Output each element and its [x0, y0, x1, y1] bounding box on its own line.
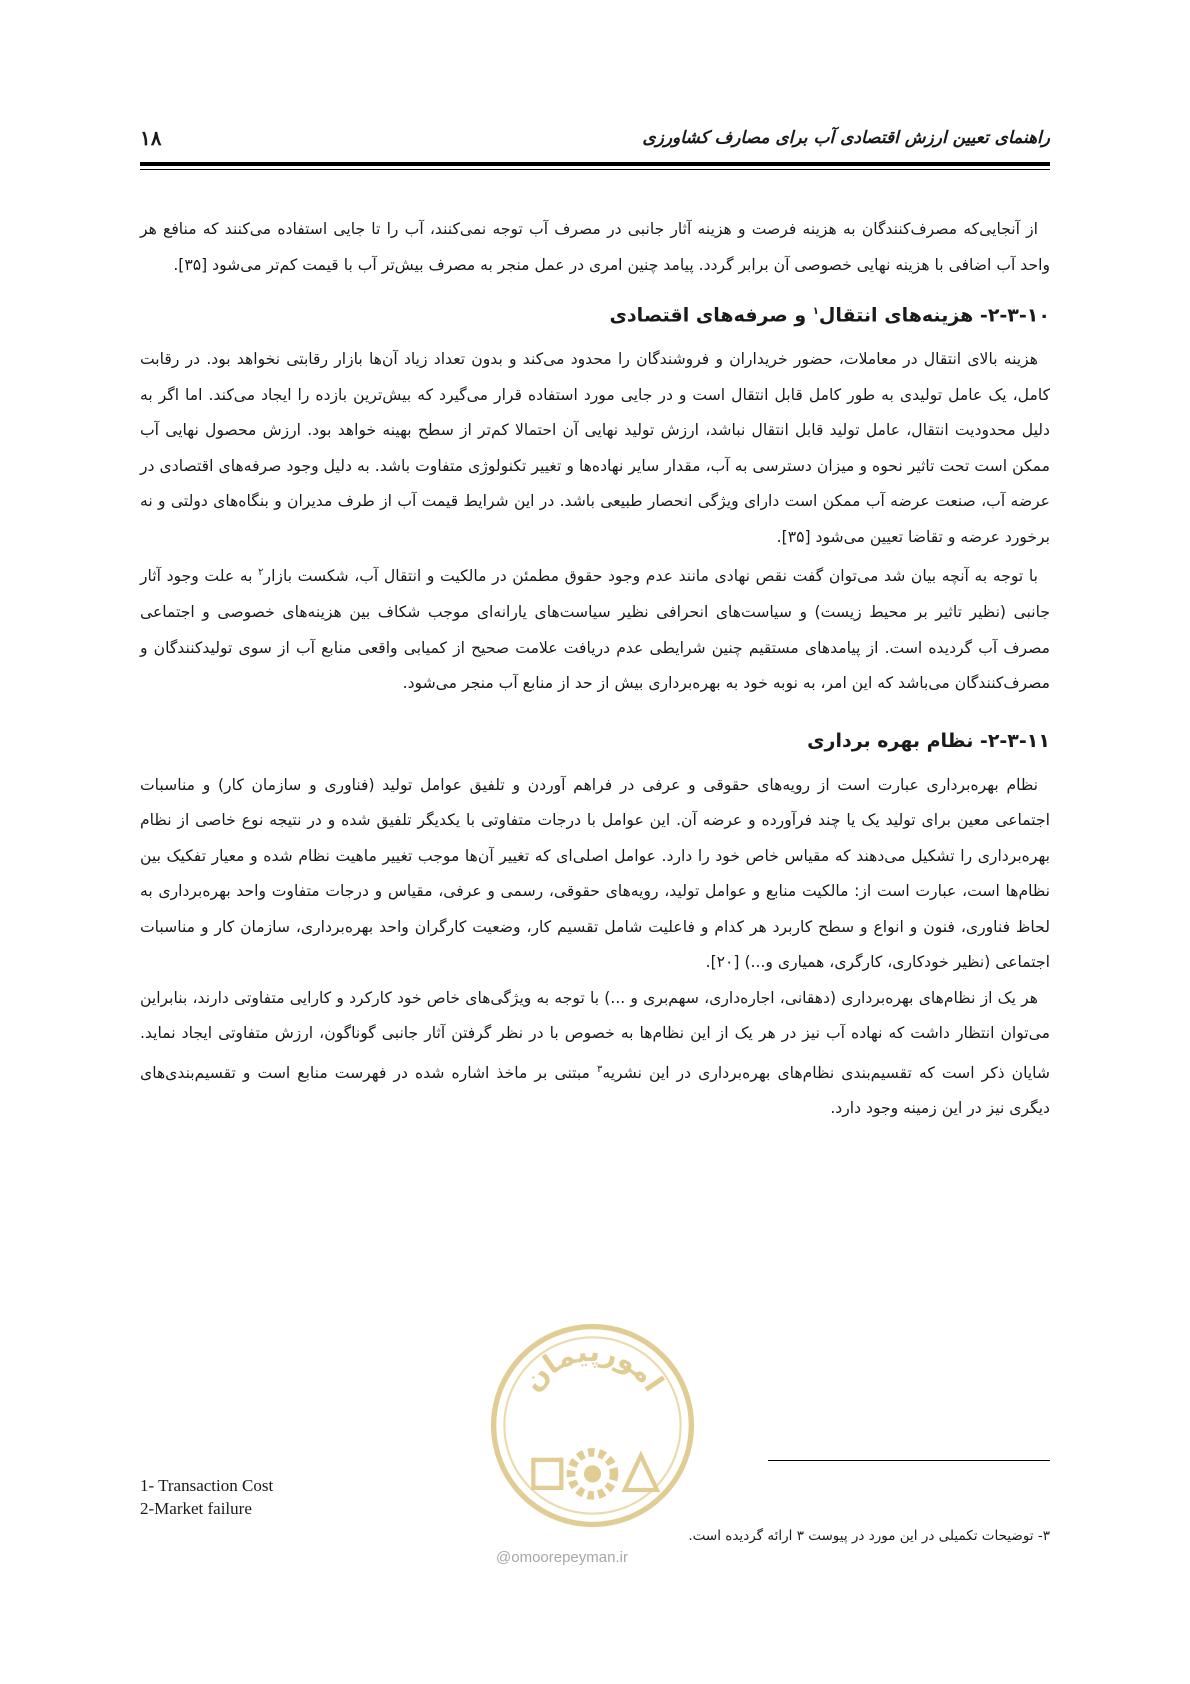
section-heading-text: ۲-۳-۱۰- هزینه‌های انتقال — [818, 304, 1050, 327]
paragraph — [140, 555, 1050, 701]
running-header — [140, 122, 1050, 158]
running-title: راهنمای تعیین ارزش اقتصادی آب برای مصارف کشاورزی — [642, 128, 1050, 148]
watermark-url-text: omoorepeyman.ir — [511, 1549, 628, 1566]
building-icon — [533, 1460, 561, 1488]
paragraph-part: مبتنی بر ماخذ اشاره شده در فهرست منابع است و تقسیم‌بندی‌های دیگری نیز در این زمینه وجود دارد. — [140, 1063, 1050, 1118]
section-heading-exploitation-system: ۲-۳-۱۱- نظام بهره برداری — [807, 729, 1050, 752]
footnote-divider — [768, 1460, 1050, 1461]
gear-icon — [571, 1452, 614, 1495]
footnote-2: 2-Market failure — [140, 1499, 252, 1518]
paragraph — [140, 981, 1050, 1127]
scale-icon — [625, 1456, 657, 1490]
paragraph: نظام بهره‌برداری عبارت است از رویه‌های حقوقی و عرفی در فراهم آوردن و تلفیق عوامل تولید (فناوری و سازمان کار) و مناسبات اجتماعی معین برای تولید یک یا چند فرآورده و عرضه آن. این عوامل با درجات متفاوتی با یکدیگر تلفیق شده و در نتیجه نوع خاصی از نظام بهره‌برداری را تشکیل می‌دهند که مقیاس خاص خود را دارد. عوامل اصلی‌ای که تغییر آن‌ها موجب تغییر ماهیت نظام شده و معیار تفکیک بین نظام‌ها است، عبارت است از: مالکیت منابع و عوامل تولید، رویه‌های حقوقی، رسمی و عرفی، مقیاس و درجات متفاوت واحد بهره‌برداری به لحاظ فناوری، فنون و انواع و سطح کاربرد هر کدام و فاعلیت شامل تقسیم کار، وضعیت کارگران واحد بهره‌برداری، سازمان کار و مناسبات اجتماعی (نظیر خودکاری، کارگری، همیاری و...) [۲۰]. — [140, 775, 1050, 972]
at-icon: @ — [496, 1549, 512, 1566]
watermark-logo-text: امورپیمان — [515, 1334, 671, 1398]
header-rule-thin — [140, 169, 1050, 170]
paragraph-part: با توجه به آنچه بیان شد می‌توان گفت نقص نهادی مانند عدم وجود حقوق مطمئن در مالکیت و انتقال آب، شکست بازار — [263, 567, 1038, 586]
watermark-url — [496, 1549, 628, 1566]
header-rule-thick — [140, 162, 1050, 166]
page-number: ۱۸ — [140, 126, 162, 150]
intro-paragraph: از آنجایی‌که مصرف‌کنندگان به هزینه فرصت و هزینه آثار جانبی در مصرف آب توجه نمی‌کنند، آب را تا جایی استفاده می‌کنند که منافع هر واحد آب اضافی با هزینه نهایی خصوصی آن برابر گردد. پیامد چنین امری در عمل منجر به مصرف بیش‌تر آب با قیمت کم‌تر می‌شود [۳۵]. — [140, 220, 1050, 274]
paragraph: هزینه بالای انتقال در معاملات، حضور خریداران و فروشندگان را محدود می‌کند و بدون تعداد زیاد آن‌ها بازار رقابتی نخواهد بود. در رقابت کامل، یک عامل تولیدی به طور کامل قابل انتقال است و در جایی مورد استفاده قرار می‌گیرد که بیش‌ترین بازده را ایجاد می‌کند. اما اگر به دلیل محدودیت انتقال، عامل تولید قابل انتقال نباشد، ارزش تولید نهایی آن احتمالا کم‌تر از سطح بهینه خواهد بود. ارزش محصول نهایی آب ممکن است تحت تاثیر نحوه و میزان دسترسی به آب، مقدار سایر نهاده‌ها و تغییر تکنولوژی متفاوت باشد. به دلیل وجود صرفه‌های اقتصادی در عرضه آب، صنعت عرضه آب ممکن است دارای ویژگی انحصار طبیعی باشد. در این شرایط قیمت آب از طرف مدیران و بنگاه‌های دولتی و نه برخورد عرضه و تقاضا تعیین می‌شود [۳۵]. — [140, 350, 1050, 546]
paragraph-part: به علت وجود آثار جانبی (نظیر تاثیر بر محیط زیست) و سیاست‌های انحرافی نظیر سیاست‌های یارانه‌ای موجب شکاف بین هزینه‌های خصوصی و اجتماعی مصرف آب گردیده است. از پیامدهای مستقیم چنین شرایطی عدم دریافت علامت صحیح از کمیابی واقعی منابع آب از سوی تولیدکنندگان و مصرف‌کنندگان می‌باشد که این امر، به نوبه خود به بهره‌برداری بیش از حد از منابع آب منجر می‌شود. — [140, 567, 1050, 693]
footnotes-english — [140, 1474, 273, 1520]
footnote-ref-3: ۳ — [596, 1063, 603, 1075]
footnote-ref-2: ۲ — [258, 567, 264, 579]
body-text — [140, 212, 1050, 1127]
section-heading-text-rest: و صرفه‌های اقتصادی — [609, 304, 813, 327]
footnote-ref-1: ۱ — [812, 306, 819, 317]
watermark-logo — [485, 1318, 700, 1533]
footnote-1: 1- Transaction Cost — [140, 1476, 274, 1495]
section-heading-transaction-costs — [140, 297, 1050, 330]
footnote-3: ۳- توضیحات تکمیلی در این مورد در پیوست ۳ ارائه گردیده است. — [688, 1528, 1050, 1544]
paragraph-part: هر یک از نظام‌های بهره‌برداری (دهقانی، اجاره‌داری، سهم‌بری و ...) با توجه به ویژگی‌های خاص خود کارکرد و کارایی متفاوتی دارند، بنابراین می‌توان انتظار داشت که نهاده آب نیز در هر یک از این نظام‌ها به خصوص با در نظر گرفتن آثار جانبی گوناگون، ارزش متفاوتی ایجاد نماید. شایان ذکر است که تقسیم‌بندی نظام‌های بهره‌برداری در این نشریه — [140, 988, 1050, 1082]
